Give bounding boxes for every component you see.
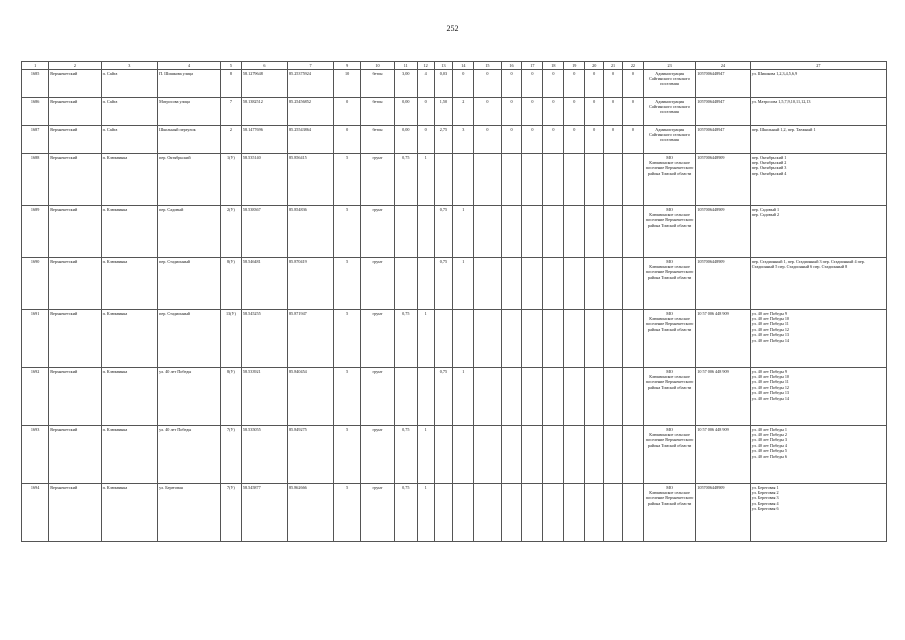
table-cell: 85.862666 <box>287 484 333 542</box>
table-cell: 10 57 006 448 909 <box>696 426 750 484</box>
table-cell <box>434 310 453 368</box>
table-cell <box>622 484 643 542</box>
table-cell: пер. Стадионный <box>158 258 221 310</box>
table-cell: пер. Садовый 1 пер. Садовый 2 <box>750 206 886 258</box>
table-cell <box>564 258 585 310</box>
table-cell <box>394 206 417 258</box>
road-registry-table <box>21 61 887 542</box>
table-cell: Верхнекетский <box>49 126 101 154</box>
table-cell: 1 <box>417 484 434 542</box>
table-cell: 58.535055 <box>241 426 287 484</box>
table-cell <box>522 484 543 542</box>
table-cell: 1 <box>417 426 434 484</box>
table-cell: Матросова улица <box>158 98 221 126</box>
table-cell: 0 <box>474 70 501 98</box>
column-number: 24 <box>696 62 750 70</box>
table-cell <box>474 206 501 258</box>
table-cell <box>501 206 522 258</box>
table-cell <box>622 426 643 484</box>
table-cell <box>604 154 623 206</box>
column-number: 14 <box>453 62 474 70</box>
table-cell: ул. Шишкова 1,2,3,4,5,6,9 <box>750 70 886 98</box>
table-cell: 1057006448947 <box>696 98 750 126</box>
table-cell <box>585 426 604 484</box>
table-cell: грунт <box>361 426 395 484</box>
table-cell: 0 <box>564 70 585 98</box>
table-cell <box>543 368 564 426</box>
table-cell: 85.856415 <box>287 154 333 206</box>
table-cell: Школьный переулок <box>158 126 221 154</box>
table-cell: пер. Октябрьский 1 пер. Октябрьский 2 пер. Октябрьский 3 пер. Октябрьский 4 <box>750 154 886 206</box>
table-row <box>22 98 887 126</box>
table-cell <box>522 258 543 310</box>
table-cell: 0 <box>564 126 585 154</box>
table-cell <box>394 258 417 310</box>
table-cell: 85.25456852 <box>287 98 333 126</box>
table-cell: 0 <box>522 98 543 126</box>
column-number: 22 <box>622 62 643 70</box>
table-cell: 2,75 <box>434 126 453 154</box>
column-number: 1 <box>22 62 49 70</box>
table-cell: 2(У) <box>220 206 241 258</box>
table-row <box>22 126 887 154</box>
page-number: 252 <box>446 24 459 33</box>
table-cell <box>604 206 623 258</box>
table-cell: 0 <box>622 126 643 154</box>
table-cell <box>453 154 474 206</box>
column-number: 13 <box>434 62 453 70</box>
column-number: 5 <box>220 62 241 70</box>
table-cell: 1057006448909 <box>696 206 750 258</box>
column-number: 18 <box>543 62 564 70</box>
table-cell <box>585 258 604 310</box>
table-cell: 0 <box>522 70 543 98</box>
table-cell <box>417 368 434 426</box>
table-cell: грунт <box>361 206 395 258</box>
table-cell: 3 <box>453 126 474 154</box>
table-cell: 1 <box>453 368 474 426</box>
table-cell <box>585 484 604 542</box>
table-cell: 0,00 <box>394 126 417 154</box>
table-cell: п. Сайга <box>101 70 158 98</box>
table-cell <box>622 154 643 206</box>
table-cell <box>522 206 543 258</box>
table-cell: Верхнекетский <box>49 258 101 310</box>
table-cell: 0,75 <box>434 368 453 426</box>
table-cell: 5 <box>334 310 361 368</box>
table-cell: пер. Стадионный 1, пер. Стадионный 3 пер. Стадионный 4 пер. Стадионный 5 пер. Стадионный 6 пер. Стадионный 8 <box>750 258 886 310</box>
table-cell: 1693 <box>22 426 49 484</box>
table-cell <box>501 426 522 484</box>
table-cell <box>543 484 564 542</box>
table-cell: 1 <box>417 154 434 206</box>
table-cell: грунт <box>361 484 395 542</box>
table-cell: 0 <box>501 126 522 154</box>
table-cell: пер. Октябрьский <box>158 154 221 206</box>
table-cell: 0 <box>453 70 474 98</box>
table-cell <box>564 484 585 542</box>
table-cell: Верхнекетский <box>49 426 101 484</box>
table-cell: Администрация Сайгинского сельского поселения <box>643 70 695 98</box>
table-cell: 5 <box>334 368 361 426</box>
table-cell: П. Шишкова улица <box>158 70 221 98</box>
table-cell: 58.1477696 <box>241 126 287 154</box>
table-cell <box>604 258 623 310</box>
table-cell: 7(У) <box>220 426 241 484</box>
table-cell: 85.840454 <box>287 368 333 426</box>
column-number: 12 <box>417 62 434 70</box>
table-cell: 58.1382512 <box>241 98 287 126</box>
table-cell: п. Клюквинка <box>101 206 158 258</box>
table-cell: 0,75 <box>394 426 417 484</box>
table-cell: 0,75 <box>394 154 417 206</box>
table-cell <box>434 426 453 484</box>
table-cell: МО Клюквинское сельское поселение Верхнекетского района Томской области <box>643 310 695 368</box>
column-number: 20 <box>585 62 604 70</box>
table-cell: п. Клюквинка <box>101 310 158 368</box>
table-cell: Верхнекетский <box>49 70 101 98</box>
table-cell: 0 <box>564 98 585 126</box>
table-row <box>22 484 887 542</box>
table-cell: 7(У) <box>220 484 241 542</box>
column-number: 17 <box>522 62 543 70</box>
table-cell <box>453 484 474 542</box>
table-row <box>22 70 887 98</box>
table-cell: 58.1279648 <box>241 70 287 98</box>
table-cell: п. Клюквинка <box>101 368 158 426</box>
table-cell: 0 <box>604 126 623 154</box>
table-cell: 8 <box>220 70 241 98</box>
table-cell: 0 <box>543 126 564 154</box>
table-cell: ул. 40 лет Победы <box>158 426 221 484</box>
table-cell <box>564 154 585 206</box>
table-cell: 1057006448909 <box>696 484 750 542</box>
table-cell <box>622 258 643 310</box>
table-cell: грунт <box>361 310 395 368</box>
table-cell <box>394 368 417 426</box>
table-cell: 85.854836 <box>287 206 333 258</box>
table-cell: 85.871947 <box>287 310 333 368</box>
table-cell: 0 <box>622 98 643 126</box>
table-cell <box>434 154 453 206</box>
table-cell: п. Сайга <box>101 98 158 126</box>
table-cell: 7 <box>220 98 241 126</box>
table-cell: ул. 40 лет Победы 9 ул. 40 лет Победы 10 ул. 40 лет Победы 11 ул. 40 лет Победы 12 ул. 40 лет Победы 13 ул. 40 лет Победы 14 <box>750 310 886 368</box>
table-cell: бетон <box>361 70 395 98</box>
table-cell: 1694 <box>22 484 49 542</box>
table-row <box>22 368 887 426</box>
table-cell: Администрация Сайгинского сельского поселения <box>643 126 695 154</box>
table-cell: ул. 40 лет Победы 9 ул. 40 лет Победы 10 ул. 40 лет Победы 11 ул. 40 лет Победы 12 ул. 40 лет Победы 13 ул. 40 лет Победы 14 <box>750 368 886 426</box>
table-cell: 0 <box>334 98 361 126</box>
table-cell: 1685 <box>22 70 49 98</box>
table-cell: 1,50 <box>434 98 453 126</box>
table-cell <box>501 368 522 426</box>
table-cell: Верхнекетский <box>49 484 101 542</box>
table-cell: 3,00 <box>394 70 417 98</box>
table-cell: 58.533921 <box>241 368 287 426</box>
table-cell: 0,75 <box>394 310 417 368</box>
table-cell: пер. Садовый <box>158 206 221 258</box>
table-cell: 1686 <box>22 98 49 126</box>
table-cell: 2 <box>453 98 474 126</box>
table-cell: 85.25543864 <box>287 126 333 154</box>
table-cell <box>543 258 564 310</box>
table-cell <box>474 484 501 542</box>
table-cell: 1 <box>417 310 434 368</box>
table-cell: 1688 <box>22 154 49 206</box>
table-cell: грунт <box>361 154 395 206</box>
table-cell: 0 <box>622 70 643 98</box>
table-cell: 10 57 006 448 909 <box>696 310 750 368</box>
table-cell: МО Клюквинское сельское поселение Верхнекетского района Томской области <box>643 154 695 206</box>
table-cell <box>604 426 623 484</box>
table-cell <box>434 484 453 542</box>
table-cell <box>453 426 474 484</box>
column-number: 15 <box>474 62 501 70</box>
table-cell: 1 <box>453 206 474 258</box>
table-cell <box>474 310 501 368</box>
table-cell <box>501 310 522 368</box>
table-cell: 5 <box>334 426 361 484</box>
table-cell: 0 <box>604 70 623 98</box>
column-number: 9 <box>334 62 361 70</box>
table-cell: 0,03 <box>434 70 453 98</box>
table-cell: Верхнекетский <box>49 154 101 206</box>
table-cell: 1 <box>453 258 474 310</box>
column-number: 4 <box>158 62 221 70</box>
table-row <box>22 206 887 258</box>
table-cell: 0,75 <box>434 206 453 258</box>
table-cell: п. Клюквинка <box>101 154 158 206</box>
table-cell: 5 <box>334 484 361 542</box>
table-cell: 0 <box>543 98 564 126</box>
table-cell: бетон <box>361 98 395 126</box>
table-cell <box>564 206 585 258</box>
table-cell: 0 <box>543 70 564 98</box>
table-cell <box>564 426 585 484</box>
column-number: 10 <box>361 62 395 70</box>
table-cell <box>417 258 434 310</box>
table-cell: ул. Береговая <box>158 484 221 542</box>
table-cell: 1690 <box>22 258 49 310</box>
table-cell: Верхнекетский <box>49 368 101 426</box>
table-cell <box>522 154 543 206</box>
table-cell <box>474 426 501 484</box>
table-cell: 1057006448909 <box>696 154 750 206</box>
table-cell: 5 <box>334 258 361 310</box>
table-cell <box>501 154 522 206</box>
table-cell: Администрация Сайгинского сельского поселения <box>643 98 695 126</box>
table-cell: 0 <box>522 126 543 154</box>
column-number: 11 <box>394 62 417 70</box>
table-row <box>22 310 887 368</box>
table-cell: 1687 <box>22 126 49 154</box>
table-cell: Верхнекетский <box>49 310 101 368</box>
table-cell: 0 <box>585 98 604 126</box>
table-cell: 0 <box>334 126 361 154</box>
column-number: 19 <box>564 62 585 70</box>
table-cell: 8(У) <box>220 368 241 426</box>
table-cell: 58.546481 <box>241 258 287 310</box>
table-cell: 10 <box>334 70 361 98</box>
table-cell: 1057006448947 <box>696 126 750 154</box>
table-cell <box>543 206 564 258</box>
table-cell: 58.538367 <box>241 206 287 258</box>
table-cell <box>474 154 501 206</box>
table-cell: МО Клюквинское сельское поселение Верхнекетского района Томской области <box>643 206 695 258</box>
table-cell: 5 <box>334 154 361 206</box>
table-cell <box>622 310 643 368</box>
table-cell: 5 <box>334 206 361 258</box>
table-cell <box>474 258 501 310</box>
table-cell: 1(У) <box>220 154 241 206</box>
table-cell: бетон <box>361 126 395 154</box>
table-cell: ул. Матросова 1,5,7,9,10,11,12,13 <box>750 98 886 126</box>
table-cell: 1691 <box>22 310 49 368</box>
table-cell: 0 <box>585 70 604 98</box>
table-cell <box>604 310 623 368</box>
table-cell: п. Клюквинка <box>101 484 158 542</box>
table-cell: Верхнекетский <box>49 206 101 258</box>
table-cell: 4 <box>417 70 434 98</box>
table-cell: 1057006448947 <box>696 70 750 98</box>
table-row <box>22 154 887 206</box>
table-cell: 58.545877 <box>241 484 287 542</box>
column-number: 27 <box>750 62 886 70</box>
table-cell: 58.545255 <box>241 310 287 368</box>
table-cell: 0 <box>604 98 623 126</box>
table-cell <box>622 368 643 426</box>
table-cell: 10 57 006 448 909 <box>696 368 750 426</box>
table-cell <box>604 484 623 542</box>
table-cell <box>604 368 623 426</box>
table-cell: 1692 <box>22 368 49 426</box>
table-cell: МО Клюквинское сельское поселение Верхнекетского района Томской области <box>643 258 695 310</box>
table-cell: п. Сайга <box>101 126 158 154</box>
table-cell <box>543 426 564 484</box>
table-cell: 0 <box>585 126 604 154</box>
table-cell <box>585 310 604 368</box>
table-cell: грунт <box>361 258 395 310</box>
table-cell: ул. 40 лет Победы 1 ул. 40 лет Победы 2 ул. 40 лет Победы 3 ул. 40 лет Победы 4 ул. 40 лет Победы 5 ул. 40 лет Победы 6 <box>750 426 886 484</box>
table-cell <box>522 426 543 484</box>
table-cell <box>453 310 474 368</box>
table-cell <box>543 154 564 206</box>
table-cell: 8(У) <box>220 258 241 310</box>
table-cell: 0 <box>501 98 522 126</box>
table-cell <box>522 310 543 368</box>
column-number: 16 <box>501 62 522 70</box>
table-cell: грунт <box>361 368 395 426</box>
table-cell: 0,00 <box>394 98 417 126</box>
table-cell: Верхнекетский <box>49 98 101 126</box>
table-cell <box>501 484 522 542</box>
table-cell <box>474 368 501 426</box>
column-number: 23 <box>643 62 695 70</box>
table-cell: п. Клюквинка <box>101 426 158 484</box>
table-cell: 1689 <box>22 206 49 258</box>
table-cell: 0 <box>417 98 434 126</box>
column-number: 7 <box>287 62 333 70</box>
table-cell: 0,75 <box>434 258 453 310</box>
table-cell: 0 <box>417 126 434 154</box>
table-cell <box>585 154 604 206</box>
table-cell: 13(У) <box>220 310 241 368</box>
table-cell: 2 <box>220 126 241 154</box>
table-cell <box>417 206 434 258</box>
table-cell <box>564 368 585 426</box>
table-cell: 58.535140 <box>241 154 287 206</box>
column-number: 21 <box>604 62 623 70</box>
table-cell: 0 <box>474 126 501 154</box>
table-cell <box>585 206 604 258</box>
table-cell <box>501 258 522 310</box>
column-number: 6 <box>241 62 287 70</box>
column-number: 2 <box>49 62 101 70</box>
table-cell: ул. 40 лет Победы <box>158 368 221 426</box>
table-cell: пер. Школьный 1,2, пер. Таежный 1 <box>750 126 886 154</box>
table-cell: 1057006448909 <box>696 258 750 310</box>
table-cell: ул. Береговая 1 ул. Береговая 2 ул. Береговая 3 ул. Береговая 4 ул. Береговая 6 <box>750 484 886 542</box>
table-cell: пер. Стадионный <box>158 310 221 368</box>
table-cell: 85.870419 <box>287 258 333 310</box>
table-cell: п. Клюквинка <box>101 258 158 310</box>
table-cell: МО Клюквинское сельское поселение Верхнекетского района Томской области <box>643 368 695 426</box>
table-cell <box>585 368 604 426</box>
table-cell <box>543 310 564 368</box>
column-number: 3 <box>101 62 158 70</box>
table-row <box>22 258 887 310</box>
table-cell <box>622 206 643 258</box>
table-cell: МО Клюквинское сельское поселение Верхнекетского района Томской области <box>643 484 695 542</box>
table-cell: 85.25375924 <box>287 70 333 98</box>
table-cell <box>522 368 543 426</box>
table-cell: 0,75 <box>394 484 417 542</box>
table-row <box>22 426 887 484</box>
table-cell: МО Клюквинское сельское поселение Верхнекетского района Томской области <box>643 426 695 484</box>
table-cell: 0 <box>501 70 522 98</box>
table-cell: 0 <box>474 98 501 126</box>
table-cell: 85.849275 <box>287 426 333 484</box>
column-number-row <box>22 62 887 70</box>
table-cell <box>564 310 585 368</box>
